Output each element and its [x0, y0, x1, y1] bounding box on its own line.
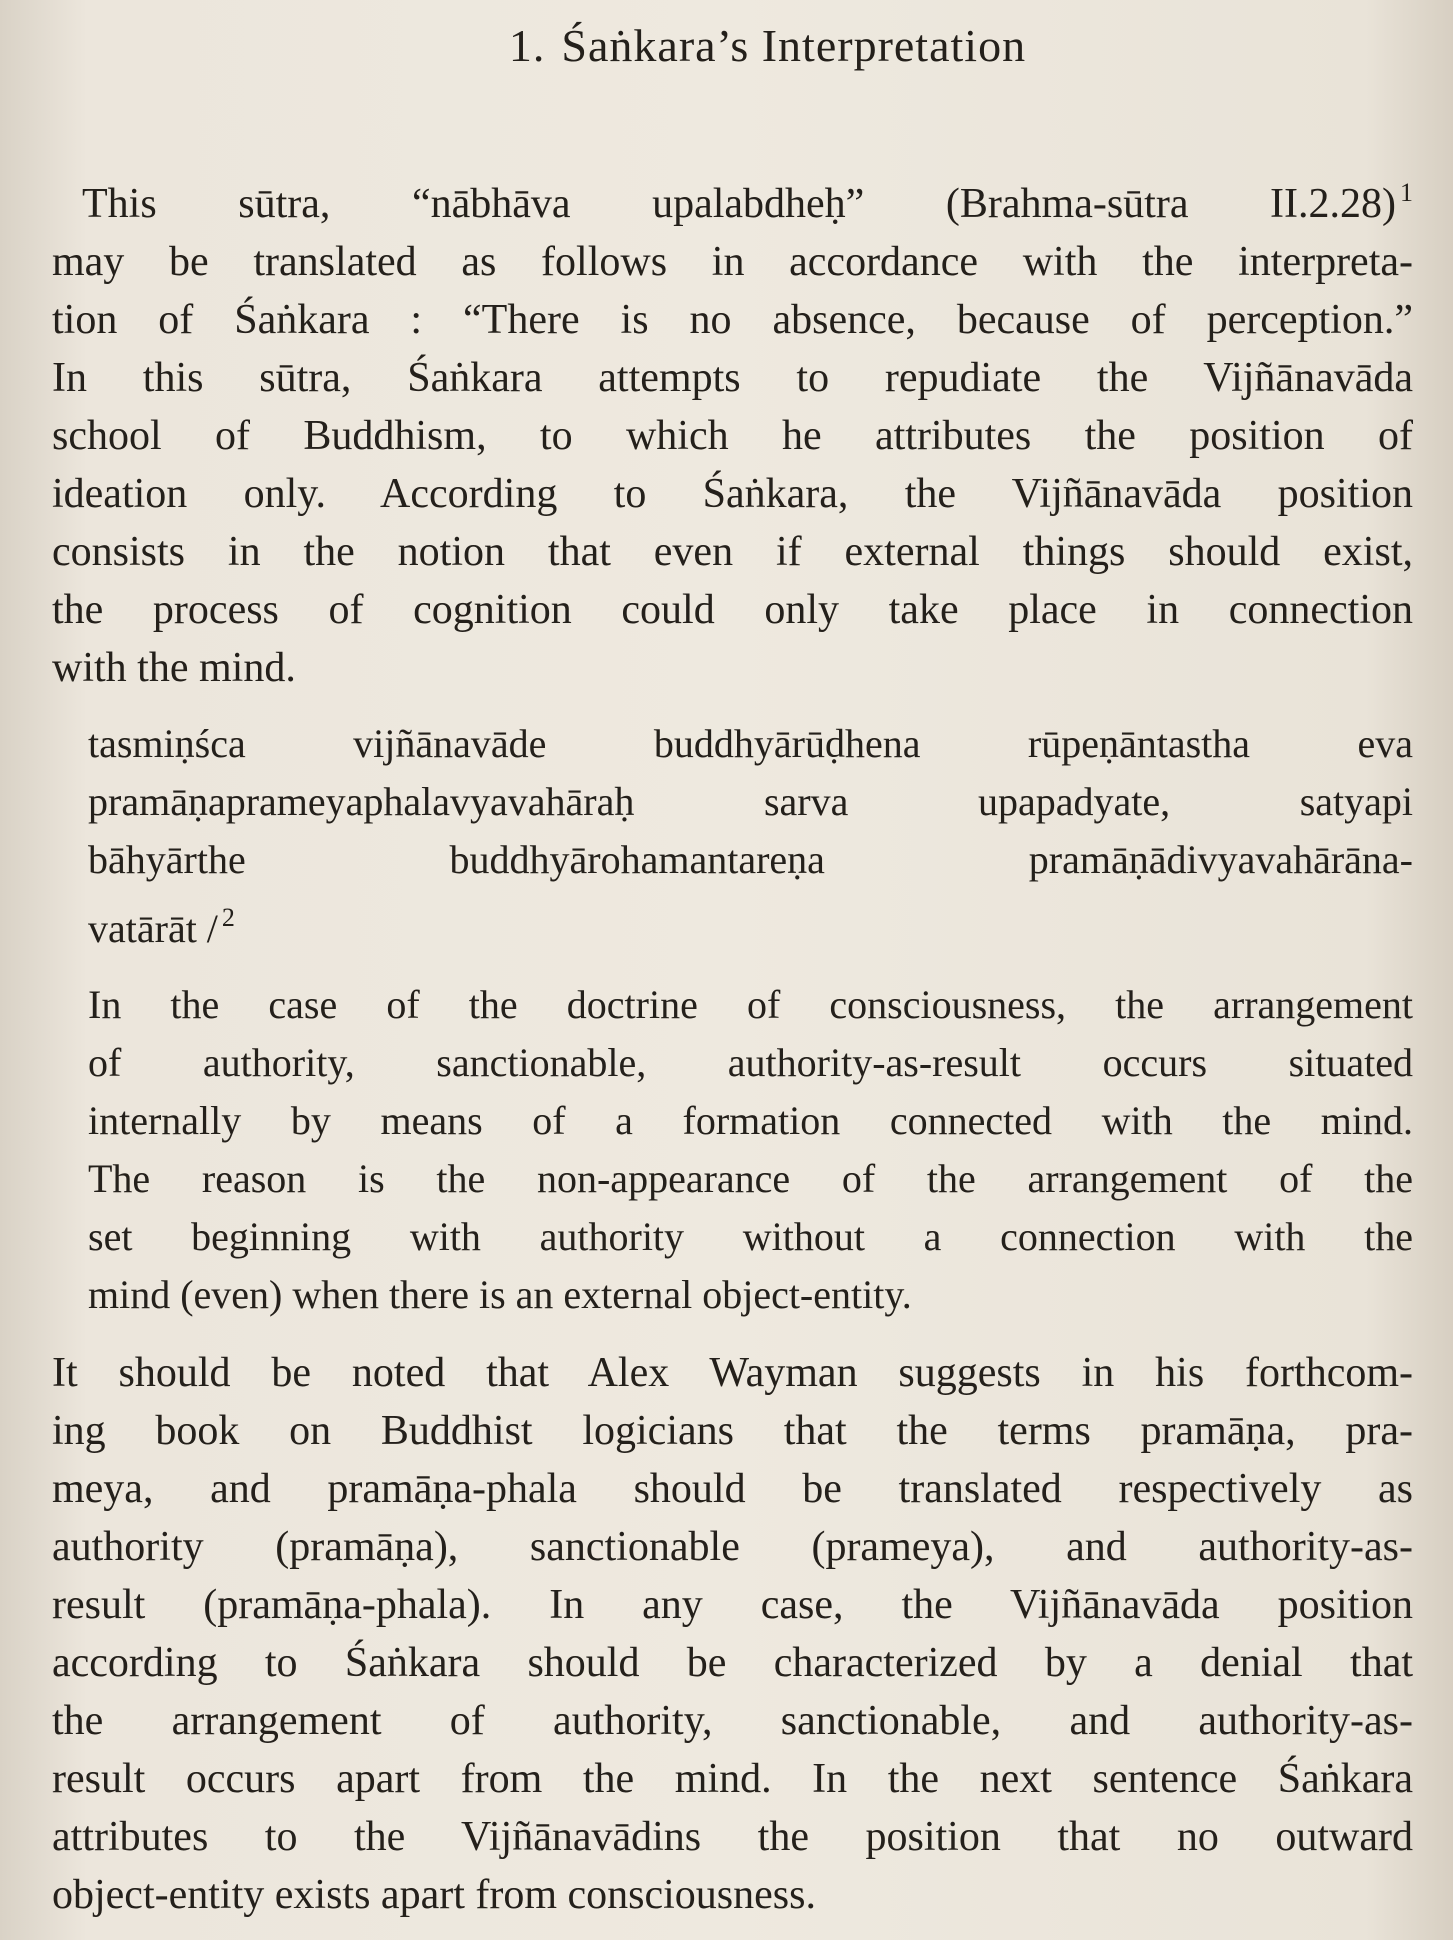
quote-line: vatārāt / $^2$: [88, 903, 235, 951]
text-line: according to Śaṅkara should be characterized by a denial that: [52, 1640, 1413, 1686]
text-line: the process of cognition could only take place in connection: [52, 587, 1413, 633]
text-line: attributes to the Vijñānavādins the position that no outward: [52, 1814, 1413, 1860]
translation-line: internally by means of a formation connected with the mind.: [88, 1098, 1413, 1143]
translation-line: of authority, sanctionable, authority-as-result occurs situated: [88, 1040, 1413, 1085]
text-line: consists in the notion that even if external things should exist,: [52, 529, 1413, 575]
translation-line: In the case of the doctrine of consciousness, the arrangement: [88, 982, 1413, 1027]
text-line: It should be noted that Alex Wayman suggests in his forthcom-: [52, 1350, 1413, 1396]
translation-block: [88, 976, 1413, 1324]
text-line: ideation only. According to Śaṅkara, the Vijñānavāda position: [52, 471, 1413, 517]
text-line: result (pramāṇa-phala). In any case, the Vijñānavāda position: [52, 1582, 1413, 1628]
section-number: 1.: [508, 20, 546, 71]
footnote-marker: 2: [221, 903, 235, 932]
translation-line: The reason is the non-appearance of the arrangement of the: [88, 1156, 1413, 1201]
text-line: the arrangement of authority, sanctionable, and authority-as-: [52, 1698, 1413, 1744]
section-title: Śaṅkara’s Interpretation: [561, 20, 1027, 71]
paragraph-intro: [52, 164, 1413, 697]
text-line: This sūtra, “nābhāva upalabdheḥ” (Brahma-sūtra II.2.28) $^1$: [82, 178, 1413, 227]
paragraph-note: [52, 1344, 1413, 1924]
quote-line: bāhyārthe buddhyārohamantareṇa pramāṇādivyavahārāna-: [88, 837, 1413, 882]
text-line: meya, and pramāṇa-phala should be translated respectively as: [52, 1466, 1413, 1512]
text-line: may be translated as follows in accordance with the interpreta-: [52, 239, 1413, 285]
text-line: authority (pramāṇa), sanctionable (prameya), and authority-as-: [52, 1524, 1413, 1570]
text-line: school of Buddhism, to which he attributes the position of: [52, 413, 1413, 459]
text-line: In this sūtra, Śaṅkara attempts to repudiate the Vijñānavāda: [52, 355, 1413, 401]
translation-line: set beginning with authority without a connection with the: [88, 1214, 1413, 1259]
sanskrit-quote: [88, 715, 1413, 958]
text-line: result occurs apart from the mind. In the next sentence Śaṅkara: [52, 1756, 1413, 1802]
text-line: ing book on Buddhist logicians that the terms pramāṇa, pra-: [52, 1408, 1413, 1454]
quote-line: pramāṇaprameyaphalavyavahāraḥ sarva upapadyate, satyapi: [88, 779, 1413, 824]
text-line: tion of Śaṅkara : “There is no absence, because of perception.”: [52, 297, 1413, 343]
text-line: with the mind.: [52, 645, 296, 691]
footnote-marker: 1: [1400, 178, 1413, 207]
section-heading: [52, 0, 1413, 74]
quote-line: tasmiṇśca vijñānavāde buddhyārūḍhena rūpeṇāntastha eva: [88, 721, 1413, 766]
translation-line: mind (even) when there is an external object-entity.: [88, 1272, 912, 1317]
text-line: object-entity exists apart from consciousness.: [52, 1872, 816, 1918]
